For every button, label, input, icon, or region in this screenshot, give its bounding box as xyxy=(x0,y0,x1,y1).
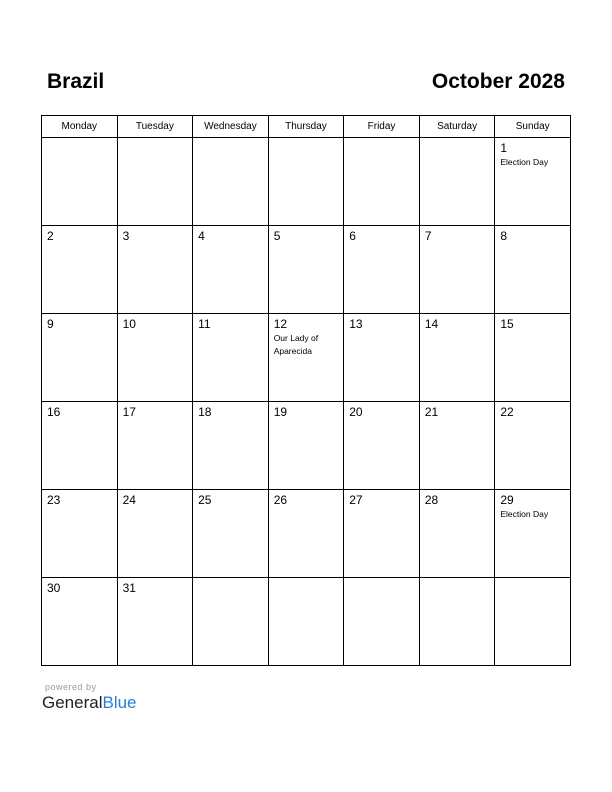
day-number: 29 xyxy=(500,493,514,507)
day-cell xyxy=(344,490,420,578)
day-number: 2 xyxy=(47,229,54,243)
day-cell xyxy=(344,226,420,314)
brand-blue-text: Blue xyxy=(102,693,137,712)
day-number: 30 xyxy=(47,581,61,595)
weekday-header: Thursday xyxy=(268,116,344,138)
week-row xyxy=(42,402,571,490)
day-number: 31 xyxy=(122,581,136,595)
day-cell xyxy=(117,138,193,226)
week-row xyxy=(42,226,571,314)
day-cell xyxy=(268,490,344,578)
weekday-header: Tuesday xyxy=(117,116,193,138)
day-cell xyxy=(42,314,118,402)
day-cell xyxy=(117,314,193,402)
day-cell xyxy=(42,226,118,314)
day-cell xyxy=(42,138,118,226)
powered-by-text: powered by xyxy=(45,682,97,692)
country-title: Brazil xyxy=(47,70,105,93)
day-cell xyxy=(495,490,571,578)
day-cell xyxy=(344,314,420,402)
day-number: 25 xyxy=(198,493,212,507)
day-cell xyxy=(193,402,269,490)
day-number: 5 xyxy=(273,229,281,243)
day-cell xyxy=(268,402,344,490)
day-number: 20 xyxy=(349,405,363,419)
day-number: 13 xyxy=(349,317,363,331)
day-cell xyxy=(419,226,495,314)
holiday-label: Our Lady of Aparecida xyxy=(273,333,319,356)
day-number: 26 xyxy=(273,493,288,507)
day-cell xyxy=(344,578,420,666)
weekday-header: Monday xyxy=(42,116,118,138)
brand-general-text: General xyxy=(42,693,103,712)
day-cell xyxy=(268,226,344,314)
day-cell xyxy=(495,226,571,314)
generalblue-logo[interactable] xyxy=(42,693,137,713)
day-cell xyxy=(419,314,495,402)
day-cell xyxy=(268,314,344,402)
day-number: 10 xyxy=(122,317,136,331)
day-cell xyxy=(42,402,118,490)
holiday-label: Election Day xyxy=(500,509,549,519)
weekday-header: Wednesday xyxy=(193,116,269,138)
weekday-header: Saturday xyxy=(419,116,495,138)
week-row xyxy=(42,578,571,666)
weekday-header-row xyxy=(42,116,571,138)
day-cell xyxy=(495,138,571,226)
day-cell xyxy=(419,490,495,578)
day-number: 11 xyxy=(198,317,211,331)
day-number: 22 xyxy=(500,405,514,419)
day-cell xyxy=(495,402,571,490)
day-cell xyxy=(495,314,571,402)
week-row xyxy=(42,314,571,402)
day-number: 12 xyxy=(273,317,288,331)
day-number: 1 xyxy=(500,141,508,155)
day-number: 6 xyxy=(349,229,356,243)
day-number: 16 xyxy=(47,405,61,419)
day-cell xyxy=(419,402,495,490)
weekday-header: Friday xyxy=(344,116,420,138)
day-number: 9 xyxy=(47,317,54,331)
day-cell xyxy=(268,138,344,226)
day-cell xyxy=(42,490,118,578)
day-cell xyxy=(117,490,193,578)
day-number: 18 xyxy=(198,405,212,419)
day-cell xyxy=(193,226,269,314)
holiday-label: Election Day xyxy=(500,157,549,167)
day-number: 3 xyxy=(122,229,130,243)
day-number: 19 xyxy=(273,405,288,419)
day-cell xyxy=(42,578,118,666)
weekday-header: Sunday xyxy=(495,116,571,138)
day-number: 17 xyxy=(122,405,136,419)
day-cell xyxy=(117,402,193,490)
day-number: 7 xyxy=(424,229,432,243)
day-cell xyxy=(193,138,269,226)
day-cell xyxy=(419,138,495,226)
day-cell xyxy=(193,314,269,402)
day-cell xyxy=(344,402,420,490)
week-row xyxy=(42,490,571,578)
day-number: 8 xyxy=(500,229,508,243)
day-cell xyxy=(117,578,193,666)
day-cell xyxy=(193,578,269,666)
day-cell xyxy=(344,138,420,226)
week-row xyxy=(42,138,571,226)
day-cell xyxy=(117,226,193,314)
day-cell xyxy=(268,578,344,666)
day-cell xyxy=(419,578,495,666)
calendar-grid xyxy=(41,115,571,666)
day-number: 28 xyxy=(424,493,439,507)
day-cell xyxy=(193,490,269,578)
day-number: 15 xyxy=(500,317,514,331)
day-number: 24 xyxy=(122,493,136,507)
day-number: 21 xyxy=(424,405,439,419)
day-number: 23 xyxy=(47,493,61,507)
month-title: October 2028 xyxy=(431,70,565,93)
day-number: 14 xyxy=(424,317,439,331)
day-number: 4 xyxy=(198,229,205,243)
day-cell xyxy=(495,578,571,666)
day-number: 27 xyxy=(349,493,363,507)
